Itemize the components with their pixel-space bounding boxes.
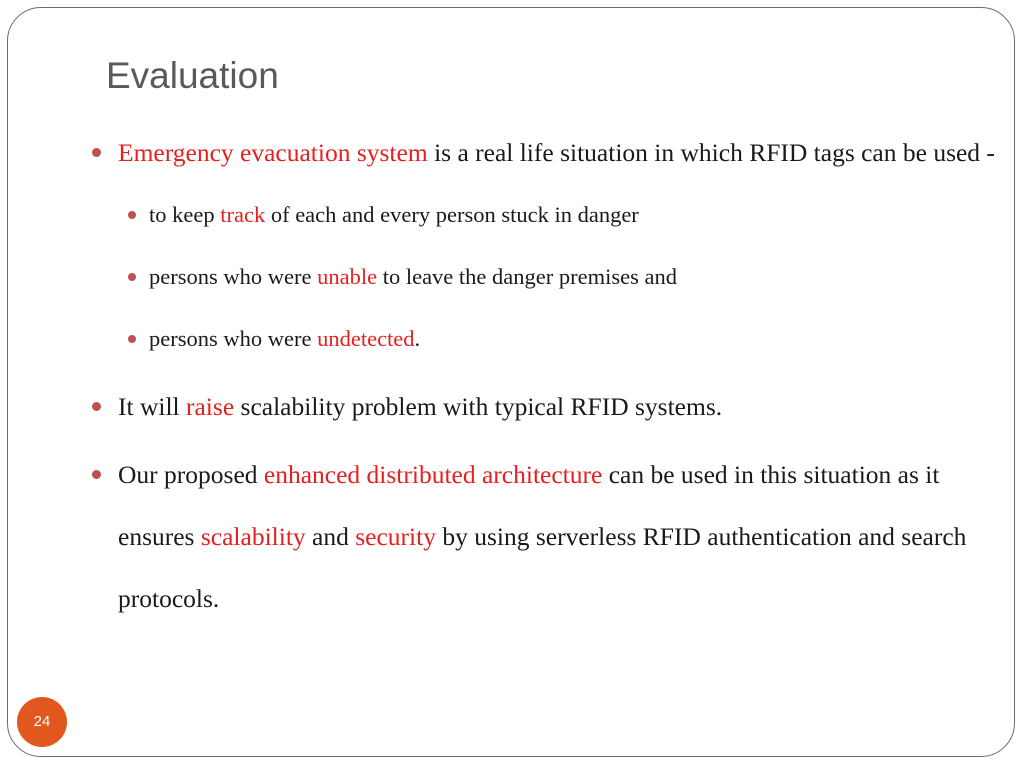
body-text: to keep: [149, 202, 221, 227]
bullet-list: [90, 122, 1000, 630]
highlight-text: enhanced distributed architecture: [263, 460, 603, 489]
body-text: is a real life situation in which RFID tags can be used -: [427, 138, 995, 167]
body-text: scalability problem with typical RFID systems.: [234, 392, 723, 421]
highlight-text: track: [220, 202, 266, 227]
highlight-text: unable: [317, 264, 378, 289]
bullet-dot-icon: [92, 402, 101, 411]
body-text: persons who were: [149, 326, 318, 351]
body-text: by using serverless RFID authentication and search protocols.: [118, 522, 967, 613]
sub-bullet-undetected: [90, 308, 1000, 370]
body-text: of each and every person stuck in danger: [265, 202, 639, 227]
page-number-badge: 24: [17, 697, 67, 747]
sub-bullet-track: [90, 184, 1000, 246]
bullet-dot-icon: [92, 148, 101, 157]
highlight-text: security: [355, 522, 436, 551]
highlight-text: Emergency evacuation system: [118, 138, 428, 167]
body-text: Our proposed: [118, 460, 264, 489]
sub-bullet-unable: [90, 246, 1000, 308]
bullet-dot-icon: [128, 335, 136, 343]
bullet-dot-icon: [92, 470, 101, 479]
highlight-text: scalability: [200, 522, 306, 551]
highlight-text: raise: [186, 392, 235, 421]
body-text: to leave the danger premises and: [377, 264, 677, 289]
body-text: It will: [118, 392, 186, 421]
bullet-proposed-architecture: [90, 444, 1000, 630]
body-text: persons who were: [149, 264, 318, 289]
bullet-raise-scalability: [90, 376, 1000, 438]
slide-title: Evaluation: [106, 55, 279, 96]
body-text: .: [414, 326, 421, 351]
bullet-emergency-evacuation: [90, 122, 1000, 184]
body-text: can be used in this situation as it ensures: [118, 460, 940, 551]
bullet-dot-icon: [128, 211, 136, 219]
bullet-dot-icon: [128, 273, 136, 281]
body-text: and: [305, 522, 356, 551]
highlight-text: undetected: [317, 326, 415, 351]
